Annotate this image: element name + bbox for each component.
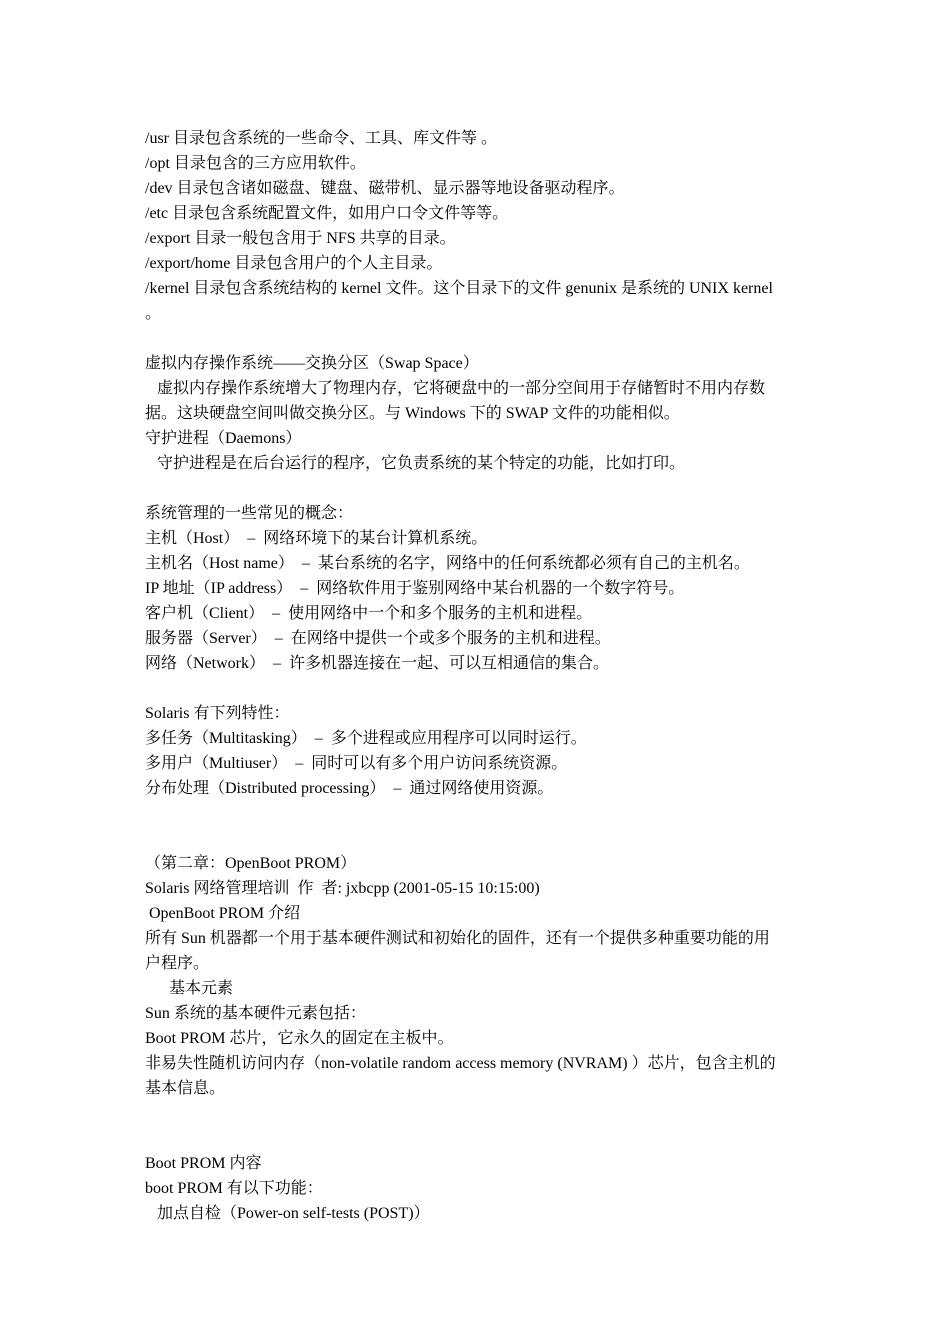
blank-line [145,826,810,851]
text-line: /dev 目录包含诸如磁盘、键盘、磁带机、显示器等地设备驱动程序。 [145,180,625,197]
text-line: Solaris 网络管理培训 作 者: jxbcpp (2001-05-15 10:15:00) [145,880,540,897]
text-line: Solaris 有下列特性： [145,705,290,722]
text-line: 网络（Network） – 许多机器连接在一起、可以互相通信的集合。 [145,655,609,672]
text-line: 所有 Sun 机器都一个用于基本硬件测试和初始化的固件，还有一个提供多种重要功能的用 [145,930,770,947]
text-line: 服务器（Server） – 在网络中提供一个或多个服务的主机和进程。 [145,630,611,647]
text-line: Sun 系统的基本硬件元素包括： [145,1005,366,1022]
text-line: /export/home 目录包含用户的个人主目录。 [145,255,443,272]
blank-line [145,1126,810,1151]
text-line: Boot PROM 芯片，它永久的固定在主板中。 [145,1030,454,1047]
text-line: 加点自检（Power-on self-tests (POST)） [145,1205,430,1222]
text-line: 客户机（Client） – 使用网络中一个和多个服务的主机和进程。 [145,605,593,622]
text-line: 基本信息。 [145,1080,226,1097]
blank-line [145,1101,810,1126]
text-line: （第二章：OpenBoot PROM） [145,855,357,872]
text-line: /usr 目录包含系统的一些命令、工具、库文件等 。 [145,130,498,147]
text-line: /opt 目录包含的三方应用软件。 [145,155,366,172]
text-line: 多任务（Multitasking） – 多个进程或应用程序可以同时运行。 [145,730,587,747]
text-line: 主机名（Host name） – 某台系统的名字，网络中的任何系统都必须有自己的主机名。 [145,555,750,572]
text-line: Boot PROM 内容 [145,1155,262,1172]
text-line: 。 [145,305,162,322]
text-line: 守护进程（Daemons） [145,430,302,447]
text-line: /kernel 目录包含系统结构的 kernel 文件。这个目录下的文件 genunix 是系统的 UNIX kernel [145,280,773,297]
text-line: 非易失性随机访问内存（non-volatile random access memory (NVRAM) ）芯片，包含主机的 [145,1055,776,1072]
text-line: 多用户（Multiuser） – 同时可以有多个用户访问系统资源。 [145,755,568,772]
text-line: 分布处理（Distributed processing） – 通过网络使用资源。 [145,780,554,797]
text-line: 据。这块硬盘空间叫做交换分区。与 Windows 下的 SWAP 文件的功能相似。 [145,405,680,422]
text-line: 虚拟内存操作系统增大了物理内存，它将硬盘中的一部分空间用于存储暂时不用内存数 [145,380,766,397]
text-line: 守护进程是在后台运行的程序，它负责系统的某个特定的功能，比如打印。 [145,455,686,472]
text-line: OpenBoot PROM 介绍 [145,905,301,922]
text-line: /export 目录一般包含用于 NFS 共享的目录。 [145,230,456,247]
text-line: /etc 目录包含系统配置文件，如用户口令文件等等。 [145,205,509,222]
blank-line [145,676,810,701]
blank-line [145,476,810,501]
text-line: 基本元素 [145,980,234,997]
text-line: IP 地址（IP address） – 网络软件用于鉴别网络中某台机器的一个数字符号。 [145,580,685,597]
document-page [145,126,810,1226]
text-line: 户程序。 [145,955,210,972]
text-line: 虚拟内存操作系统——交换分区（Swap Space） [145,355,479,372]
text-line: 主机（Host） – 网络环境下的某台计算机系统。 [145,530,488,547]
blank-line [145,801,810,826]
text-line: 系统管理的一些常见的概念： [145,505,354,522]
text-line: boot PROM 有以下功能： [145,1180,323,1197]
blank-line [145,326,810,351]
